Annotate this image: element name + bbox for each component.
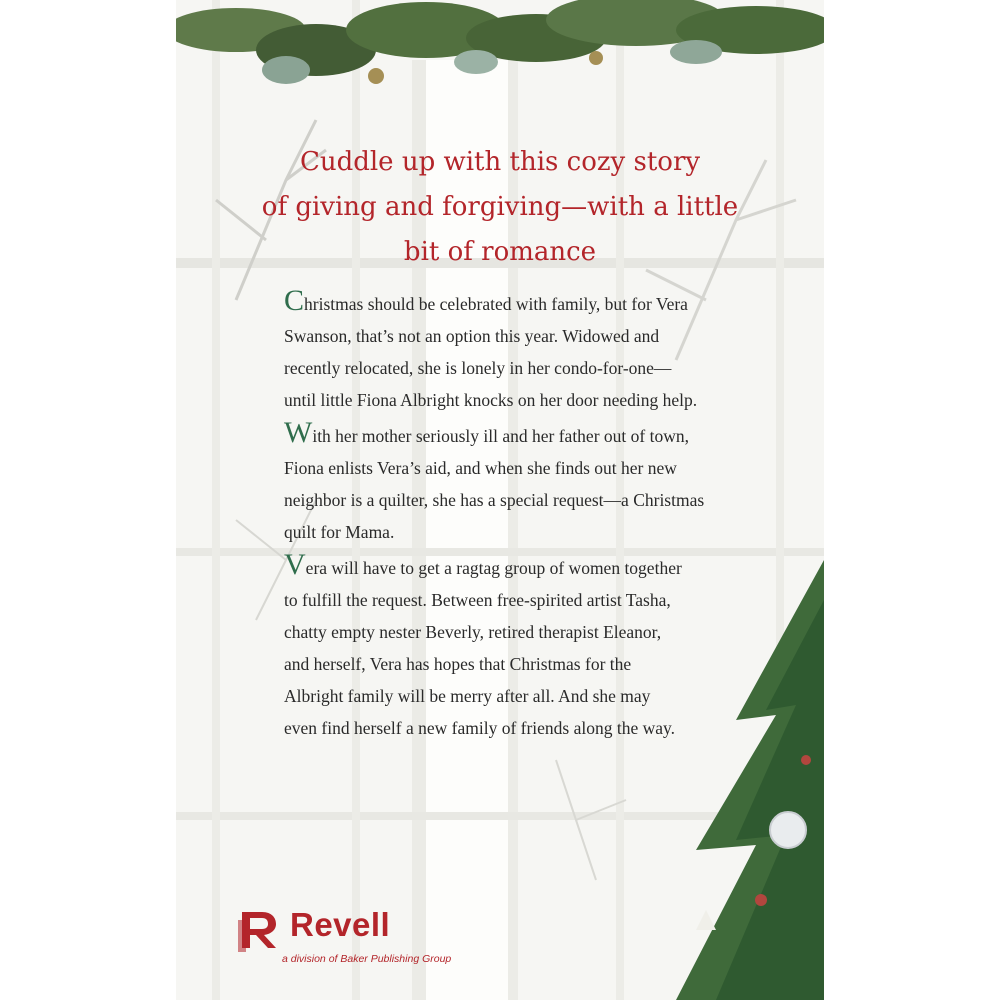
- description-paragraph-3: [284, 548, 740, 744]
- paragraph-line: until little Fiona Albright knocks on her door needing help.: [284, 390, 698, 410]
- dropcap: V: [284, 548, 306, 581]
- description-paragraph-2: [284, 416, 740, 548]
- book-back-cover: [176, 0, 824, 1000]
- first-line-text: hristmas should be celebrated with family, but for Vera: [304, 294, 688, 314]
- paragraph-line: even find herself a new family of friends along the way.: [284, 718, 676, 738]
- headline-line: of giving and forgiving—with a little: [261, 192, 739, 222]
- paragraph-line: chatty empty nester Beverly, retired therapist Eleanor,: [284, 622, 662, 642]
- dropcap: C: [284, 284, 305, 317]
- revell-r-logo-icon: [238, 908, 284, 952]
- description-paragraph-1: [284, 284, 740, 416]
- headline: [236, 140, 764, 275]
- headline-line: bit of romance: [403, 237, 597, 267]
- paragraph-line: Swanson, that’s not an option this year. Widowed and: [284, 326, 660, 346]
- paragraph-line: Albright family will be merry after all. And she may: [284, 686, 651, 706]
- paragraph-line: neighbor is a quilter, she has a special request—a Christmas: [284, 490, 705, 510]
- paragraph-line: quilt for Mama.: [284, 522, 395, 542]
- paragraph-first-line: [284, 416, 740, 452]
- publisher-name: Revell: [290, 906, 391, 943]
- paragraph-first-line: [284, 284, 740, 320]
- publisher-logo: [238, 906, 498, 976]
- dropcap: W: [284, 416, 313, 449]
- paragraph-first-line: [284, 548, 740, 584]
- publisher-tagline: a division of Baker Publishing Group: [282, 953, 452, 965]
- first-line-text: ith her mother seriously ill and her father out of town,: [312, 426, 689, 446]
- headline-line: Cuddle up with this cozy story: [299, 147, 701, 177]
- paragraph-line: recently relocated, she is lonely in her condo-for-one—: [284, 358, 672, 378]
- first-line-text: era will have to get a ragtag group of women together: [305, 558, 682, 578]
- paragraph-line: Fiona enlists Vera’s aid, and when she finds out her new: [284, 458, 677, 478]
- paragraph-line: to fulfill the request. Between free-spirited artist Tasha,: [284, 590, 671, 610]
- paragraph-line: and herself, Vera has hopes that Christmas for the: [284, 654, 632, 674]
